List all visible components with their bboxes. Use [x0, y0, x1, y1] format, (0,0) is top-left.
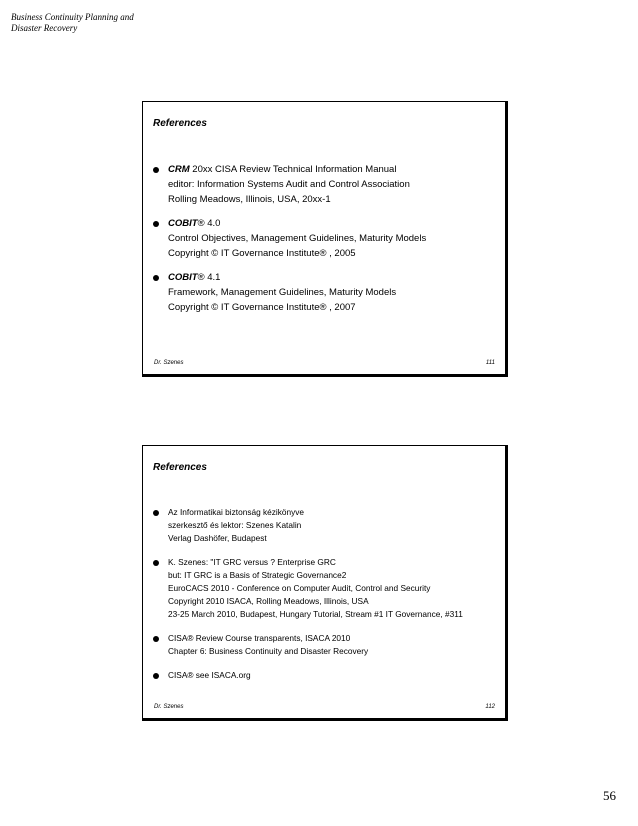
slide-112: [142, 445, 508, 721]
reference-line: editor: Information Systems Audit and Control Association: [168, 179, 410, 190]
bullet-icon: [153, 167, 159, 173]
list-item: [150, 216, 499, 261]
document-header: [11, 12, 134, 34]
reference-line: Copyright © IT Governance Institute® , 2005: [168, 248, 356, 259]
reference-line: 23-25 March 2010, Budapest, Hungary Tutorial, Stream #1 IT Governance, #311: [168, 609, 463, 619]
reference-lead: CRM: [168, 164, 190, 175]
reference-list: [150, 162, 499, 324]
reference-lead: COBIT: [168, 218, 198, 229]
reference-line: szerkesztő és lektor: Szenes Katalin: [168, 520, 302, 530]
reference-line: Chapter 6: Business Continuity and Disaster Recovery: [168, 646, 369, 656]
reference-line: Rolling Meadows, Illinois, USA, 20xx-1: [168, 194, 331, 205]
page-number: 56: [603, 788, 616, 803]
list-item: [150, 506, 499, 545]
bullet-icon: [153, 510, 159, 516]
reference-heading: [168, 162, 499, 177]
reference-list: [150, 506, 499, 693]
list-item: [150, 270, 499, 315]
list-item: [150, 632, 499, 658]
reference-line: Az Informatikai biztonság kézikönyve: [168, 507, 305, 517]
reference-line: CISA® see ISACA.org: [168, 670, 251, 680]
slide-footer-author: Dr. Szenes: [154, 704, 184, 710]
reference-lead-rest: ® 4.1: [197, 272, 221, 283]
list-item: [150, 556, 499, 621]
header-line-1: Business Continuity Planning and: [11, 12, 134, 22]
reference-line: Copyright © IT Governance Institute® , 2007: [168, 302, 356, 313]
bullet-icon: [153, 275, 159, 281]
slide-111: [142, 101, 508, 377]
reference-heading: [168, 270, 499, 285]
list-item: [150, 162, 499, 207]
bullet-icon: [153, 636, 159, 642]
slide-number: 111: [485, 360, 495, 366]
bullet-icon: [153, 560, 159, 566]
reference-line: CISA® Review Course transparents, ISACA 2010: [168, 633, 351, 643]
reference-lead-rest: 20xx CISA Review Technical Information Manual: [189, 164, 397, 175]
reference-line: but: IT GRC is a Basis of Strategic Governance2: [168, 570, 347, 580]
reference-line: Framework, Management Guidelines, Maturity Models: [168, 287, 397, 298]
list-item: [150, 669, 499, 682]
slide-title: References: [153, 118, 207, 129]
reference-line: K. Szenes: "IT GRC versus ? Enterprise GRC: [168, 557, 336, 567]
reference-heading: [168, 216, 499, 231]
reference-line: Control Objectives, Management Guidelines, Maturity Models: [168, 233, 427, 244]
reference-lead: COBIT: [168, 272, 198, 283]
bullet-icon: [153, 221, 159, 227]
slide-footer-author: Dr. Szenes: [154, 360, 184, 366]
reference-line: Copyright 2010 ISACA, Rolling Meadows, Illinois, USA: [168, 596, 369, 606]
slide-number: 112: [485, 704, 495, 710]
reference-lead-rest: ® 4.0: [197, 218, 221, 229]
reference-line: Verlag Dashöfer, Budapest: [168, 533, 267, 543]
slide-title: References: [153, 462, 207, 473]
bullet-icon: [153, 673, 159, 679]
reference-line: EuroCACS 2010 - Conference on Computer Audit, Control and Security: [168, 583, 431, 593]
header-line-2: Disaster Recovery: [11, 23, 78, 33]
